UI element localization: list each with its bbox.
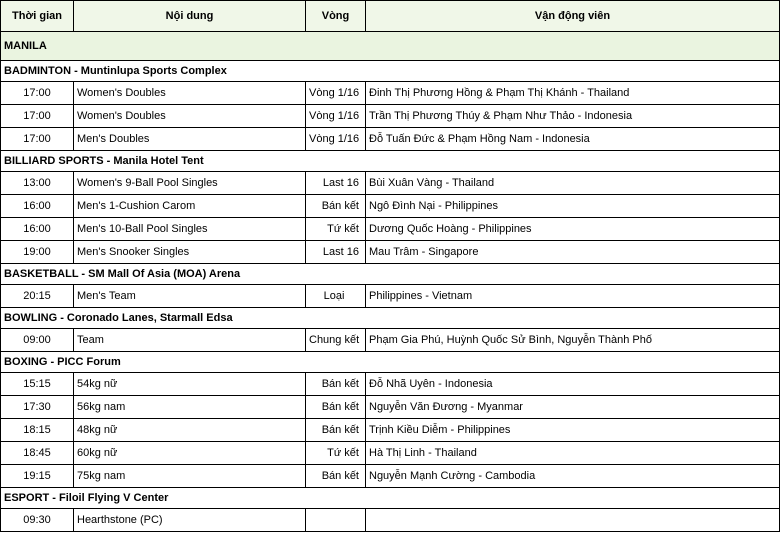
venue-row xyxy=(1,151,780,172)
table-row xyxy=(1,442,780,465)
table-row xyxy=(1,285,780,308)
athletes-cell: Mau Trâm - Singapore xyxy=(366,241,780,264)
table-row xyxy=(1,128,780,151)
athletes-cell: Philippines - Vietnam xyxy=(366,285,780,308)
venue-label: ESPORT - Filoil Flying V Center xyxy=(1,488,780,509)
schedule-body xyxy=(1,32,780,532)
time-cell: 17:00 xyxy=(1,128,74,151)
time-cell: 16:00 xyxy=(1,195,74,218)
venue-row xyxy=(1,264,780,285)
athletes-cell: Trần Thị Phương Thúy & Phạm Như Thảo - Indonesia xyxy=(366,105,780,128)
event-cell: Women's Doubles xyxy=(74,105,306,128)
athletes-cell: Phạm Gia Phú, Huỳnh Quốc Sử Bình, Nguyễn Thành Phố xyxy=(366,329,780,352)
athletes-cell: Ngô Đình Nại - Philippines xyxy=(366,195,780,218)
time-cell: 09:30 xyxy=(1,509,74,532)
header-round: Vòng xyxy=(306,1,366,32)
time-cell: 18:45 xyxy=(1,442,74,465)
header-time: Thời gian xyxy=(1,1,74,32)
venue-label: BOXING - PICC Forum xyxy=(1,352,780,373)
region-label: MANILA xyxy=(1,32,780,61)
table-row xyxy=(1,82,780,105)
region-row xyxy=(1,32,780,61)
event-cell: Team xyxy=(74,329,306,352)
round-cell: Bán kết xyxy=(306,419,366,442)
round-cell: Last 16 xyxy=(306,241,366,264)
athletes-cell: Trịnh Kiều Diễm - Philippines xyxy=(366,419,780,442)
table-row xyxy=(1,105,780,128)
event-cell: 75kg nam xyxy=(74,465,306,488)
venue-label: BADMINTON - Muntinlupa Sports Complex xyxy=(1,61,780,82)
venue-row xyxy=(1,308,780,329)
event-cell: Men's Doubles xyxy=(74,128,306,151)
header-athletes: Vận động viên xyxy=(366,1,780,32)
event-cell: 60kg nữ xyxy=(74,442,306,465)
event-cell: Women's Doubles xyxy=(74,82,306,105)
table-row xyxy=(1,218,780,241)
event-cell: Women's 9-Ball Pool Singles xyxy=(74,172,306,195)
table-row xyxy=(1,396,780,419)
venue-row xyxy=(1,352,780,373)
time-cell: 15:15 xyxy=(1,373,74,396)
table-row xyxy=(1,419,780,442)
time-cell: 09:00 xyxy=(1,329,74,352)
venue-label: BASKETBALL - SM Mall Of Asia (MOA) Arena xyxy=(1,264,780,285)
round-cell: Last 16 xyxy=(306,172,366,195)
table-row xyxy=(1,465,780,488)
event-cell: Men's Snooker Singles xyxy=(74,241,306,264)
round-cell: Vòng 1/16 xyxy=(306,128,366,151)
header-event: Nội dung xyxy=(74,1,306,32)
athletes-cell: Đỗ Tuấn Đức & Phạm Hồng Nam - Indonesia xyxy=(366,128,780,151)
time-cell: 20:15 xyxy=(1,285,74,308)
round-cell: Tứ kết xyxy=(306,442,366,465)
round-cell: Vòng 1/16 xyxy=(306,105,366,128)
athletes-cell: Bùi Xuân Vàng - Thailand xyxy=(366,172,780,195)
round-cell: Bán kết xyxy=(306,465,366,488)
table-row xyxy=(1,172,780,195)
table-row xyxy=(1,509,780,532)
round-cell: Vòng 1/16 xyxy=(306,82,366,105)
table-row xyxy=(1,373,780,396)
event-cell: Hearthstone (PC) xyxy=(74,509,306,532)
athletes-cell xyxy=(366,509,780,532)
venue-row xyxy=(1,61,780,82)
time-cell: 19:15 xyxy=(1,465,74,488)
event-cell: Men's Team xyxy=(74,285,306,308)
time-cell: 17:00 xyxy=(1,82,74,105)
athletes-cell: Đinh Thị Phương Hồng & Phạm Thị Khánh - Thailand xyxy=(366,82,780,105)
time-cell: 17:30 xyxy=(1,396,74,419)
event-cell: 56kg nam xyxy=(74,396,306,419)
time-cell: 16:00 xyxy=(1,218,74,241)
time-cell: 13:00 xyxy=(1,172,74,195)
round-cell: Loại xyxy=(306,285,366,308)
event-cell: Men's 10-Ball Pool Singles xyxy=(74,218,306,241)
athletes-cell: Dương Quốc Hoàng - Philippines xyxy=(366,218,780,241)
table-row xyxy=(1,329,780,352)
round-cell: Tứ kết xyxy=(306,218,366,241)
round-cell: Bán kết xyxy=(306,396,366,419)
header-row xyxy=(1,1,780,32)
athletes-cell: Hà Thị Linh - Thailand xyxy=(366,442,780,465)
venue-label: BOWLING - Coronado Lanes, Starmall Edsa xyxy=(1,308,780,329)
time-cell: 17:00 xyxy=(1,105,74,128)
event-cell: Men's 1-Cushion Carom xyxy=(74,195,306,218)
event-cell: 48kg nữ xyxy=(74,419,306,442)
round-cell: Chung kết xyxy=(306,329,366,352)
event-cell: 54kg nữ xyxy=(74,373,306,396)
athletes-cell: Nguyễn Mạnh Cường - Cambodia xyxy=(366,465,780,488)
table-row xyxy=(1,195,780,218)
round-cell: Bán kết xyxy=(306,195,366,218)
athletes-cell: Đỗ Nhã Uyên - Indonesia xyxy=(366,373,780,396)
athletes-cell: Nguyễn Văn Đương - Myanmar xyxy=(366,396,780,419)
round-cell xyxy=(306,509,366,532)
round-cell: Bán kết xyxy=(306,373,366,396)
time-cell: 19:00 xyxy=(1,241,74,264)
venue-row xyxy=(1,488,780,509)
time-cell: 18:15 xyxy=(1,419,74,442)
venue-label: BILLIARD SPORTS - Manila Hotel Tent xyxy=(1,151,780,172)
table-row xyxy=(1,241,780,264)
